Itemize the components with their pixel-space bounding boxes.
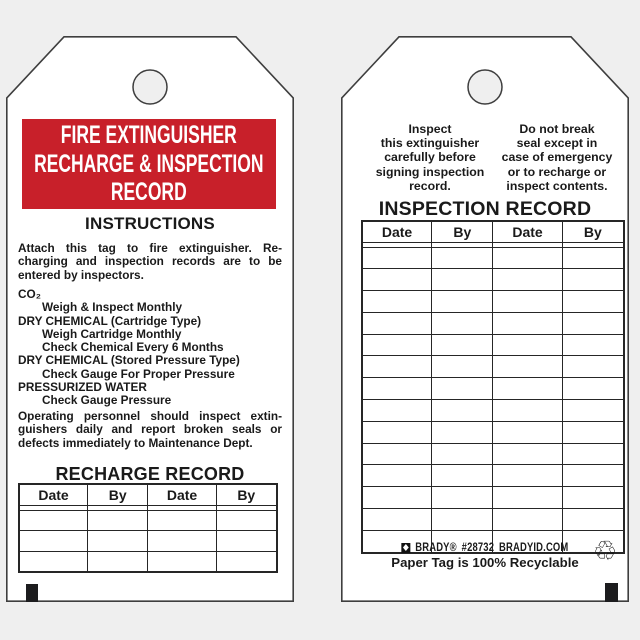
empty-cell — [362, 421, 432, 443]
empty-cell — [493, 334, 562, 356]
recycle-icon: ♲ — [592, 536, 618, 567]
part-number: #28732 — [461, 541, 495, 554]
empty-cell — [432, 269, 493, 291]
empty-record-row — [362, 378, 624, 400]
column-header: By — [216, 484, 277, 506]
empty-cell — [362, 247, 432, 269]
registration-mark — [605, 583, 618, 602]
checklist-item: Check Chemical Every 6 Months — [42, 340, 224, 355]
personnel-note-paragraph — [18, 410, 282, 450]
empty-cell — [432, 356, 493, 378]
checklist-item: Check Gauge For Proper Pressure — [42, 366, 235, 381]
empty-cell — [432, 421, 493, 443]
recharge-record-heading: RECHARGE RECORD — [55, 464, 245, 484]
inspect-note — [367, 122, 493, 193]
brady-footer-line — [341, 541, 629, 554]
inspection-record-heading: INSPECTION RECORD — [378, 198, 592, 220]
checklist-item: PRESSURIZED WATER — [18, 380, 147, 395]
empty-record-row — [362, 247, 624, 269]
empty-cell — [562, 356, 624, 378]
back-tag — [341, 36, 629, 602]
empty-cell — [362, 269, 432, 291]
recharge-record-table — [18, 483, 278, 573]
empty-cell — [493, 443, 562, 465]
empty-cell — [432, 509, 493, 531]
empty-cell — [493, 312, 562, 334]
empty-cell — [493, 421, 562, 443]
empty-cell — [432, 291, 493, 313]
text-line: charging and inspection records are to be — [18, 254, 282, 269]
empty-cell — [88, 510, 148, 531]
empty-cell — [562, 312, 624, 334]
empty-cell — [493, 356, 562, 378]
checklist-item: Weigh & Inspect Monthly — [42, 300, 183, 315]
text-line: Inspect — [408, 122, 452, 136]
inspection-record-table-container — [361, 220, 625, 554]
empty-record-row — [362, 509, 624, 531]
hang-hole — [133, 70, 167, 104]
empty-cell — [493, 269, 562, 291]
empty-cell — [148, 510, 216, 531]
empty-record-row — [362, 356, 624, 378]
empty-cell — [88, 531, 148, 552]
empty-record-row — [362, 443, 624, 465]
empty-cell — [493, 291, 562, 313]
column-header: Date — [493, 221, 562, 243]
empty-cell — [493, 400, 562, 422]
empty-cell — [562, 509, 624, 531]
empty-cell — [562, 487, 624, 509]
empty-cell — [493, 378, 562, 400]
text-line: defects immediately to Maintenance Dept. — [18, 435, 253, 450]
intro-paragraph — [18, 242, 282, 282]
empty-cell — [362, 378, 432, 400]
empty-record-row — [362, 312, 624, 334]
text-line: or to recharge or — [507, 164, 607, 179]
empty-record-row — [362, 334, 624, 356]
checklist-item: Check Gauge Pressure — [42, 393, 172, 408]
empty-cell — [362, 334, 432, 356]
empty-cell — [88, 551, 148, 572]
hang-hole — [468, 70, 502, 104]
maintenance-checklist — [18, 288, 286, 408]
text-line: case of emergency — [501, 150, 613, 165]
checklist-item: Weigh Cartridge Monthly — [42, 326, 182, 341]
checklist-item: DRY CHEMICAL (Stored Pressure Type) — [18, 353, 240, 368]
empty-cell — [493, 247, 562, 269]
text-line: RECHARGE & INSPECTION — [34, 149, 264, 178]
empty-record-row — [19, 531, 277, 552]
empty-cell — [148, 531, 216, 552]
website-text: BRADYID.COM — [499, 541, 569, 554]
column-header: Date — [19, 484, 88, 506]
empty-cell — [432, 378, 493, 400]
brand-name: BRADY® — [415, 541, 457, 554]
empty-cell — [432, 334, 493, 356]
empty-record-row — [362, 269, 624, 291]
empty-cell — [562, 291, 624, 313]
text-line: FIRE EXTINGUISHER — [60, 121, 237, 150]
empty-cell — [432, 443, 493, 465]
empty-record-row — [362, 465, 624, 487]
empty-cell — [216, 531, 277, 552]
empty-cell — [562, 247, 624, 269]
tag-title — [25, 121, 274, 207]
empty-cell — [362, 400, 432, 422]
empty-record-row — [19, 551, 277, 572]
column-header: Date — [362, 221, 432, 243]
recharge-record-table-container — [18, 483, 278, 573]
text-line: guishers daily and report broken seals or — [18, 422, 282, 437]
empty-record-row — [362, 291, 624, 313]
column-header: Date — [148, 484, 216, 506]
empty-cell — [216, 551, 277, 572]
empty-cell — [362, 356, 432, 378]
empty-cell — [432, 400, 493, 422]
text-line: inspect contents. — [506, 178, 608, 193]
brady-logo-icon — [401, 543, 410, 553]
text-line: RECORD — [111, 178, 187, 207]
empty-cell — [362, 291, 432, 313]
empty-cell — [19, 551, 88, 572]
empty-cell — [562, 421, 624, 443]
text-line: signing inspection — [375, 164, 485, 179]
recyclable-text: Paper Tag is 100% Recyclable — [391, 555, 579, 570]
empty-cell — [19, 531, 88, 552]
empty-cell — [562, 465, 624, 487]
empty-cell — [493, 487, 562, 509]
empty-cell — [216, 510, 277, 531]
empty-cell — [432, 312, 493, 334]
text-line: record. — [409, 178, 451, 193]
column-header: By — [562, 221, 624, 243]
text-line: Attach this tag to fire extinguisher. Re- — [18, 241, 282, 255]
text-line: this extinguisher — [380, 136, 480, 151]
empty-record-row — [362, 421, 624, 443]
empty-cell — [493, 465, 562, 487]
empty-record-row — [362, 487, 624, 509]
empty-cell — [362, 509, 432, 531]
front-tag — [6, 36, 294, 602]
empty-cell — [562, 443, 624, 465]
empty-cell — [562, 378, 624, 400]
empty-cell — [432, 487, 493, 509]
empty-cell — [562, 400, 624, 422]
empty-cell — [493, 509, 562, 531]
empty-cell — [19, 510, 88, 531]
tag-title-banner — [22, 119, 276, 209]
text-line: entered by inspectors. — [18, 267, 144, 282]
empty-cell — [562, 334, 624, 356]
empty-cell — [362, 465, 432, 487]
empty-record-row — [19, 510, 277, 531]
text-line: Operating personnel should inspect extin- — [18, 409, 282, 423]
empty-cell — [562, 269, 624, 291]
column-header: By — [432, 221, 493, 243]
empty-cell — [362, 312, 432, 334]
instructions-heading: INSTRUCTIONS — [85, 214, 215, 233]
empty-cell — [148, 551, 216, 572]
checklist-item: DRY CHEMICAL (Cartridge Type) — [18, 313, 202, 328]
checklist-item: CO₂ — [18, 287, 41, 301]
text-line: carefully before — [384, 150, 476, 165]
empty-record-row — [362, 400, 624, 422]
empty-cell — [362, 487, 432, 509]
empty-cell — [362, 443, 432, 465]
text-line: Do not break — [519, 122, 595, 136]
text-line: seal except in — [516, 136, 598, 151]
registration-mark — [26, 584, 38, 602]
seal-note — [495, 122, 619, 193]
empty-cell — [432, 465, 493, 487]
empty-cell — [432, 247, 493, 269]
inspection-record-table — [361, 220, 625, 554]
column-header: By — [88, 484, 148, 506]
